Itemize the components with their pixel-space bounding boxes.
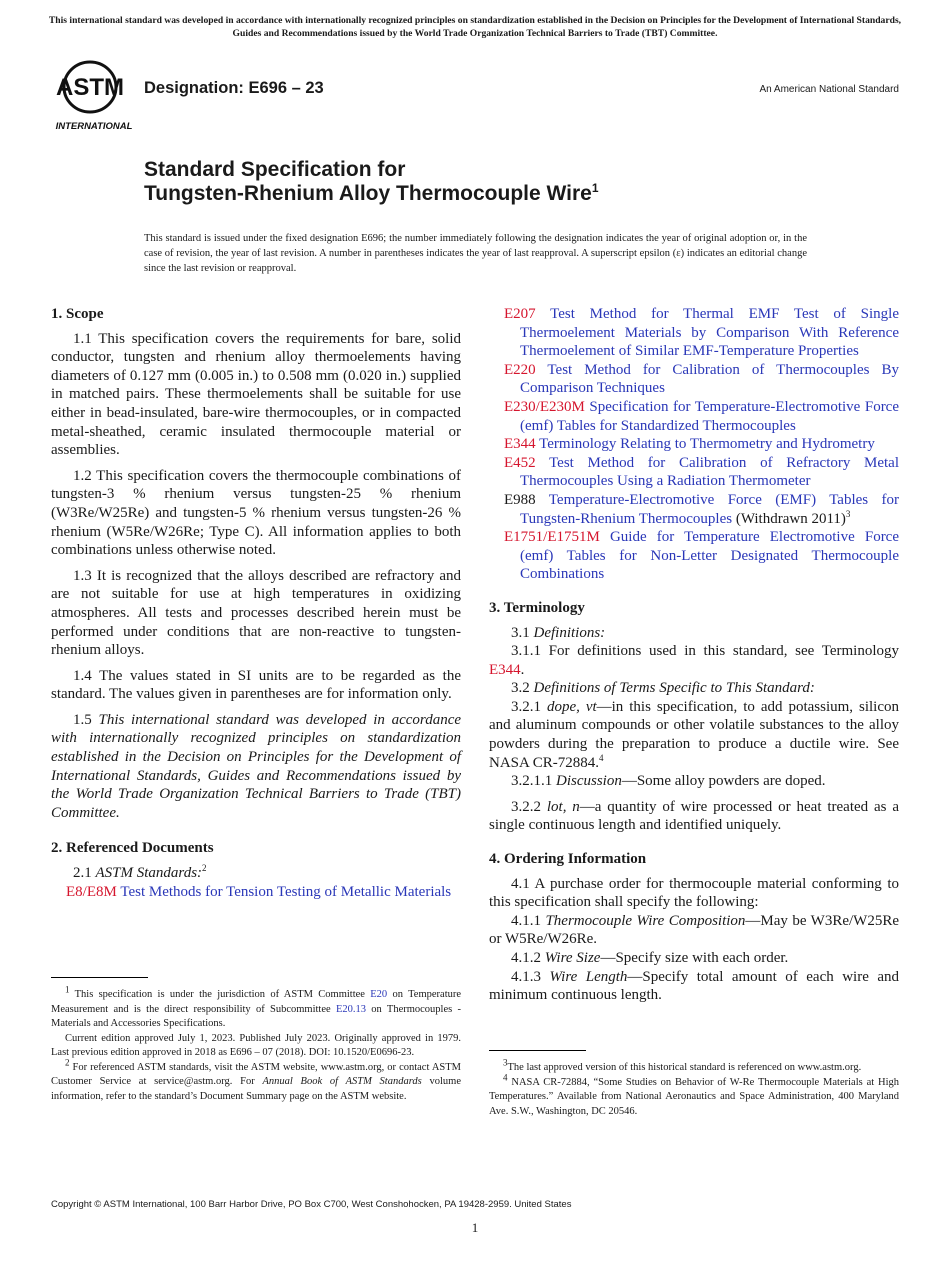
reference-title-link[interactable]: Test Method for Thermal EMF Test of Single Thermoelement Materials by Comparison With Reference Thermoelement of Similar EMF-Temperature Properties bbox=[520, 306, 899, 360]
subsection-label: ASTM Standards: bbox=[95, 865, 203, 882]
wire-length-label: Wire Length bbox=[549, 968, 628, 985]
footnote-mark-4: 4 bbox=[599, 752, 604, 763]
wire-size-text: —Specify size with each order. bbox=[600, 950, 789, 966]
definition-dope: —in this specification, to add potassium, silicon and aluminum compounds or other volatile substances to the alloy powders during the preparation to produce a ductile wire. See NASA CR-72884. bbox=[489, 698, 899, 771]
reference-code[interactable]: E1751/E1751M bbox=[504, 529, 600, 546]
paragraph-1-1: 1.1 This specification covers the requirements for bare, solid conductor, tungsten and rhenium alloy thermoelements having diameters of 0.127 mm (0.005 in.) to 0.508 mm (0.020 in.) supplied in matched pairs. These thermoelements shall be suitable for use either in bead-insulated, bare-wire thermocouples, or in compacted metal-sheathed, ceramic insulated thermocouple material or assemblies. bbox=[51, 330, 461, 459]
footnotes-left bbox=[51, 984, 462, 1104]
page-number: 1 bbox=[471, 1220, 479, 1235]
footnote-4-text: NASA CR-72884, “Some Studies on Behavior of W-Re Thermocouple Materials at High Temperatures.” Available from National Aeronautics and Space Administration, 400 Maryland Ave. S.W., Washington, DC 20546. bbox=[489, 1076, 899, 1117]
reference-title-link[interactable]: Test Methods for Tension Testing of Metallic Materials bbox=[120, 883, 452, 900]
subcommittee-link[interactable]: E20.13 bbox=[335, 1003, 366, 1015]
paragraph-4-1-2 bbox=[489, 949, 899, 968]
subsection-3-1-number: 3.1 bbox=[511, 624, 530, 641]
reference-code[interactable]: E344 bbox=[504, 436, 536, 453]
term-dope: dope, vt bbox=[546, 698, 597, 715]
discussion-label: Discussion bbox=[556, 773, 622, 790]
definition-lot: —a quantity of wire processed or heat treated as a single continuous length and identified uniquely. bbox=[489, 798, 899, 834]
reference-code[interactable]: E230/E230M bbox=[504, 398, 585, 415]
paragraph-1-5-text: This international standard was developed in accordance with internationally recognized principles on standardization established in the Decision on Principles for the Development of International Standards, Guides and Recommendations issued by the World Trade Organization Technical Barriers to Trade (TBT) Committee. bbox=[51, 711, 462, 821]
reference-title-link[interactable]: Test Method for Calibration of Refractory Metal Thermocouples Using a Radiation Thermometer bbox=[520, 454, 900, 490]
reference-code[interactable]: E8/E8M bbox=[66, 883, 117, 900]
reference-item[interactable] bbox=[489, 435, 899, 454]
paragraph-3-1-1: 3.1.1 For definitions used in this standard, see Terminology E344. bbox=[489, 643, 899, 678]
reference-item[interactable] bbox=[489, 361, 899, 398]
standards-notice: This international standard was developed in accordance with internationally recognized principles on standardization established in the Decision on Principles for the Development of International Standards, Guides and Recommendations issued by the World Trade Organization Technical Barriers to Trade (TBT) Committee. bbox=[48, 15, 902, 39]
reference-title-link[interactable]: Test Method for Calibration of Thermocouples By Comparison Techniques bbox=[520, 361, 899, 397]
reference-withdrawn-note: (Withdrawn 2011) bbox=[732, 510, 846, 527]
footnote-divider bbox=[51, 977, 148, 978]
logo-letters: ASTM bbox=[56, 74, 124, 101]
reference-item[interactable] bbox=[489, 305, 899, 361]
reference-code[interactable]: E207 bbox=[504, 306, 536, 322]
footnote-3 bbox=[489, 1057, 899, 1076]
paragraph-3-2-2 bbox=[489, 798, 899, 835]
reference-title-link[interactable]: Guide for Temperature Electromotive Force (emf) Tables for Non-Letter Designated Thermocouple Combinations bbox=[520, 529, 900, 583]
footnote-1-mark: 1 bbox=[65, 984, 70, 995]
footnote-3-text: The last approved version of this historical standard is referenced on www.astm.org. bbox=[507, 1062, 862, 1073]
issuance-note: This standard is issued under the fixed designation E696; the number immediately following the designation indicates the year of original adoption or, in the case of revision, the year of last revision. A number in parentheses indicates the year of last reapproval. A superscript epsilon (ε) indicates an editorial change since the last revision or reapproval. bbox=[144, 233, 807, 274]
paragraph-4-1-1 bbox=[489, 912, 899, 949]
reference-code[interactable]: E220 bbox=[504, 361, 536, 378]
footnote-1-edition: Current edition approved July 1, 2023. Published July 2023. Originally approved in 1979. Last previous edition approved in 2018 as E696 – 07 (2018). DOI: 10.1520/E0696-23. bbox=[51, 1032, 461, 1058]
document-title bbox=[144, 158, 599, 206]
title-footnote-mark: 1 bbox=[591, 181, 599, 195]
footnote-2-text-a: For referenced ASTM standards, visit the ASTM website, www.astm.org, or contact ASTM Customer Service at service@astm.org. For bbox=[51, 1061, 461, 1087]
paragraph-1-5 bbox=[51, 711, 461, 823]
wire-length-text: —Specify total amount of each wire and minimum continuous length. bbox=[489, 968, 899, 1004]
title-line-1: Standard Specification for bbox=[144, 158, 406, 181]
reference-item[interactable] bbox=[489, 491, 899, 528]
paragraph-3-2-1-1-number: 3.2.1.1 bbox=[511, 773, 553, 790]
footnote-3-mark: 3 bbox=[503, 1057, 508, 1068]
reference-title-link[interactable]: Temperature-Electromotive Force (EMF) Tables for Tungsten-Rhenium Thermocouples bbox=[520, 491, 899, 527]
paragraph-3-2-1-1 bbox=[489, 772, 899, 791]
reference-code: E988 bbox=[504, 491, 536, 508]
reference-item[interactable] bbox=[489, 454, 899, 491]
footnote-divider bbox=[489, 1050, 586, 1051]
paragraph-3-2-1 bbox=[489, 698, 899, 772]
subsection-3-1 bbox=[489, 624, 899, 643]
footnote-2 bbox=[51, 1057, 462, 1105]
discussion-text: —Some alloy powders are doped. bbox=[621, 773, 826, 790]
footnote-2-mark: 2 bbox=[65, 1057, 70, 1067]
logo-subtext: INTERNATIONAL bbox=[55, 121, 133, 131]
section-heading-scope: 1. Scope bbox=[51, 306, 104, 322]
composition-label: Thermocouple Wire Composition bbox=[545, 912, 746, 929]
footnote-2-text-b: volume information, refer to the standard’s Document Summary page on the ASTM website. bbox=[51, 1076, 462, 1102]
footnote-1 bbox=[51, 984, 462, 1032]
subsection-astm-standards bbox=[51, 864, 461, 883]
section-heading-ordering-information: 4. Ordering Information bbox=[489, 851, 647, 868]
paragraph-4-1-2-number: 4.1.2 bbox=[511, 950, 541, 966]
subsection-3-2 bbox=[489, 679, 899, 698]
copyright-footer: Copyright © ASTM International, 100 Barr Harbor Drive, PO Box C700, West Conshohocken, PA 19428-2959. United States bbox=[51, 1199, 572, 1210]
footnote-mark-2: 2 bbox=[202, 863, 207, 874]
left-column bbox=[51, 305, 461, 901]
footnote-1-text-a: This specification is under the jurisdiction of ASTM Committee bbox=[74, 989, 365, 1000]
term-lot: lot, n bbox=[546, 798, 580, 815]
paragraph-4-1-3 bbox=[489, 968, 899, 1005]
reference-title-link[interactable]: Specification for Temperature-Electromotive Force (emf) Tables for Standardized Thermocouples bbox=[520, 398, 900, 434]
section-heading-referenced-documents: 2. Referenced Documents bbox=[51, 840, 214, 857]
reference-code[interactable]: E452 bbox=[504, 454, 536, 471]
reference-item[interactable] bbox=[51, 883, 461, 902]
committee-link[interactable]: E20 bbox=[370, 989, 388, 1000]
paragraph-4-1-1-number: 4.1.1 bbox=[511, 912, 541, 929]
section-heading-terminology: 3. Terminology bbox=[489, 599, 585, 616]
footnotes-right bbox=[489, 1057, 899, 1119]
composition-text: —May be W3Re/W25Re or W5Re/W26Re. bbox=[489, 912, 899, 948]
title-line-2: Tungsten-Rhenium Alloy Thermocouple Wire bbox=[144, 182, 592, 205]
paragraph-1-2: 1.2 This specification covers the thermocouple combinations of tungsten-3 % rhenium versus tungsten-25 % rhenium (W3Re/W25Re) and tungsten-5 % rhenium versus tungsten-26 % rhenium (W5Re/W26Re; Type C). All information applies to both combinations unless otherwise noted. bbox=[51, 467, 461, 559]
terminology-reference-link[interactable]: E344 bbox=[489, 661, 521, 678]
wire-size-label: Wire Size bbox=[544, 950, 601, 966]
paragraph-1-4: 1.4 The values stated in SI units are to be regarded as the standard. The values given in parentheses are for information only. bbox=[51, 667, 461, 703]
paragraph-1-3: 1.3 It is recognized that the alloys described are refractory and are not suitable for use at high temperatures in oxidizing atmospheres. All tests and processes described herein must be performed under conditions that are non-reactive to tungsten-rhenium alloys. bbox=[51, 567, 461, 659]
paragraph-4-1: 4.1 A purchase order for thermocouple material conforming to this specification shall specify the following: bbox=[489, 875, 899, 911]
subsection-number: 2.1 bbox=[73, 865, 92, 882]
paragraph-4-1-3-number: 4.1.3 bbox=[511, 968, 541, 985]
subsection-3-2-label: Definitions of Terms Specific to This Standard: bbox=[533, 680, 815, 697]
reference-item[interactable] bbox=[489, 398, 899, 435]
footnote-4 bbox=[489, 1072, 899, 1120]
paragraph-1-5-number: 1.5 bbox=[73, 711, 92, 728]
footnote-4-mark: 4 bbox=[503, 1072, 508, 1082]
reference-item[interactable] bbox=[489, 528, 899, 584]
reference-title-link[interactable]: Terminology Relating to Thermometry and Hydrometry bbox=[539, 436, 875, 453]
paragraph-3-2-2-number: 3.2.2 bbox=[511, 798, 541, 815]
footnote-mark-3: 3 bbox=[845, 508, 851, 519]
subsection-3-1-label: Definitions: bbox=[533, 624, 606, 641]
national-standard-label: An American National Standard bbox=[759, 84, 899, 95]
right-column bbox=[489, 305, 899, 1005]
astm-logo bbox=[52, 57, 136, 131]
designation: Designation: E696 – 23 bbox=[144, 79, 324, 97]
footnote-1-text-c: on Thermocouples - Materials and Accessories Specifications. bbox=[51, 1003, 462, 1029]
paragraph-3-1-1-text: 3.1.1 For definitions used in this standard, see Terminology bbox=[511, 643, 899, 660]
subsection-3-2-number: 3.2 bbox=[511, 680, 530, 697]
footnote-2-italic: Annual Book of ASTM Standards bbox=[262, 1076, 422, 1087]
footnote-1-text-b: on Temperature Measurement and is the direct responsibility of Subcommittee bbox=[51, 989, 462, 1015]
paragraph-3-2-1-number: 3.2.1 bbox=[511, 698, 541, 715]
